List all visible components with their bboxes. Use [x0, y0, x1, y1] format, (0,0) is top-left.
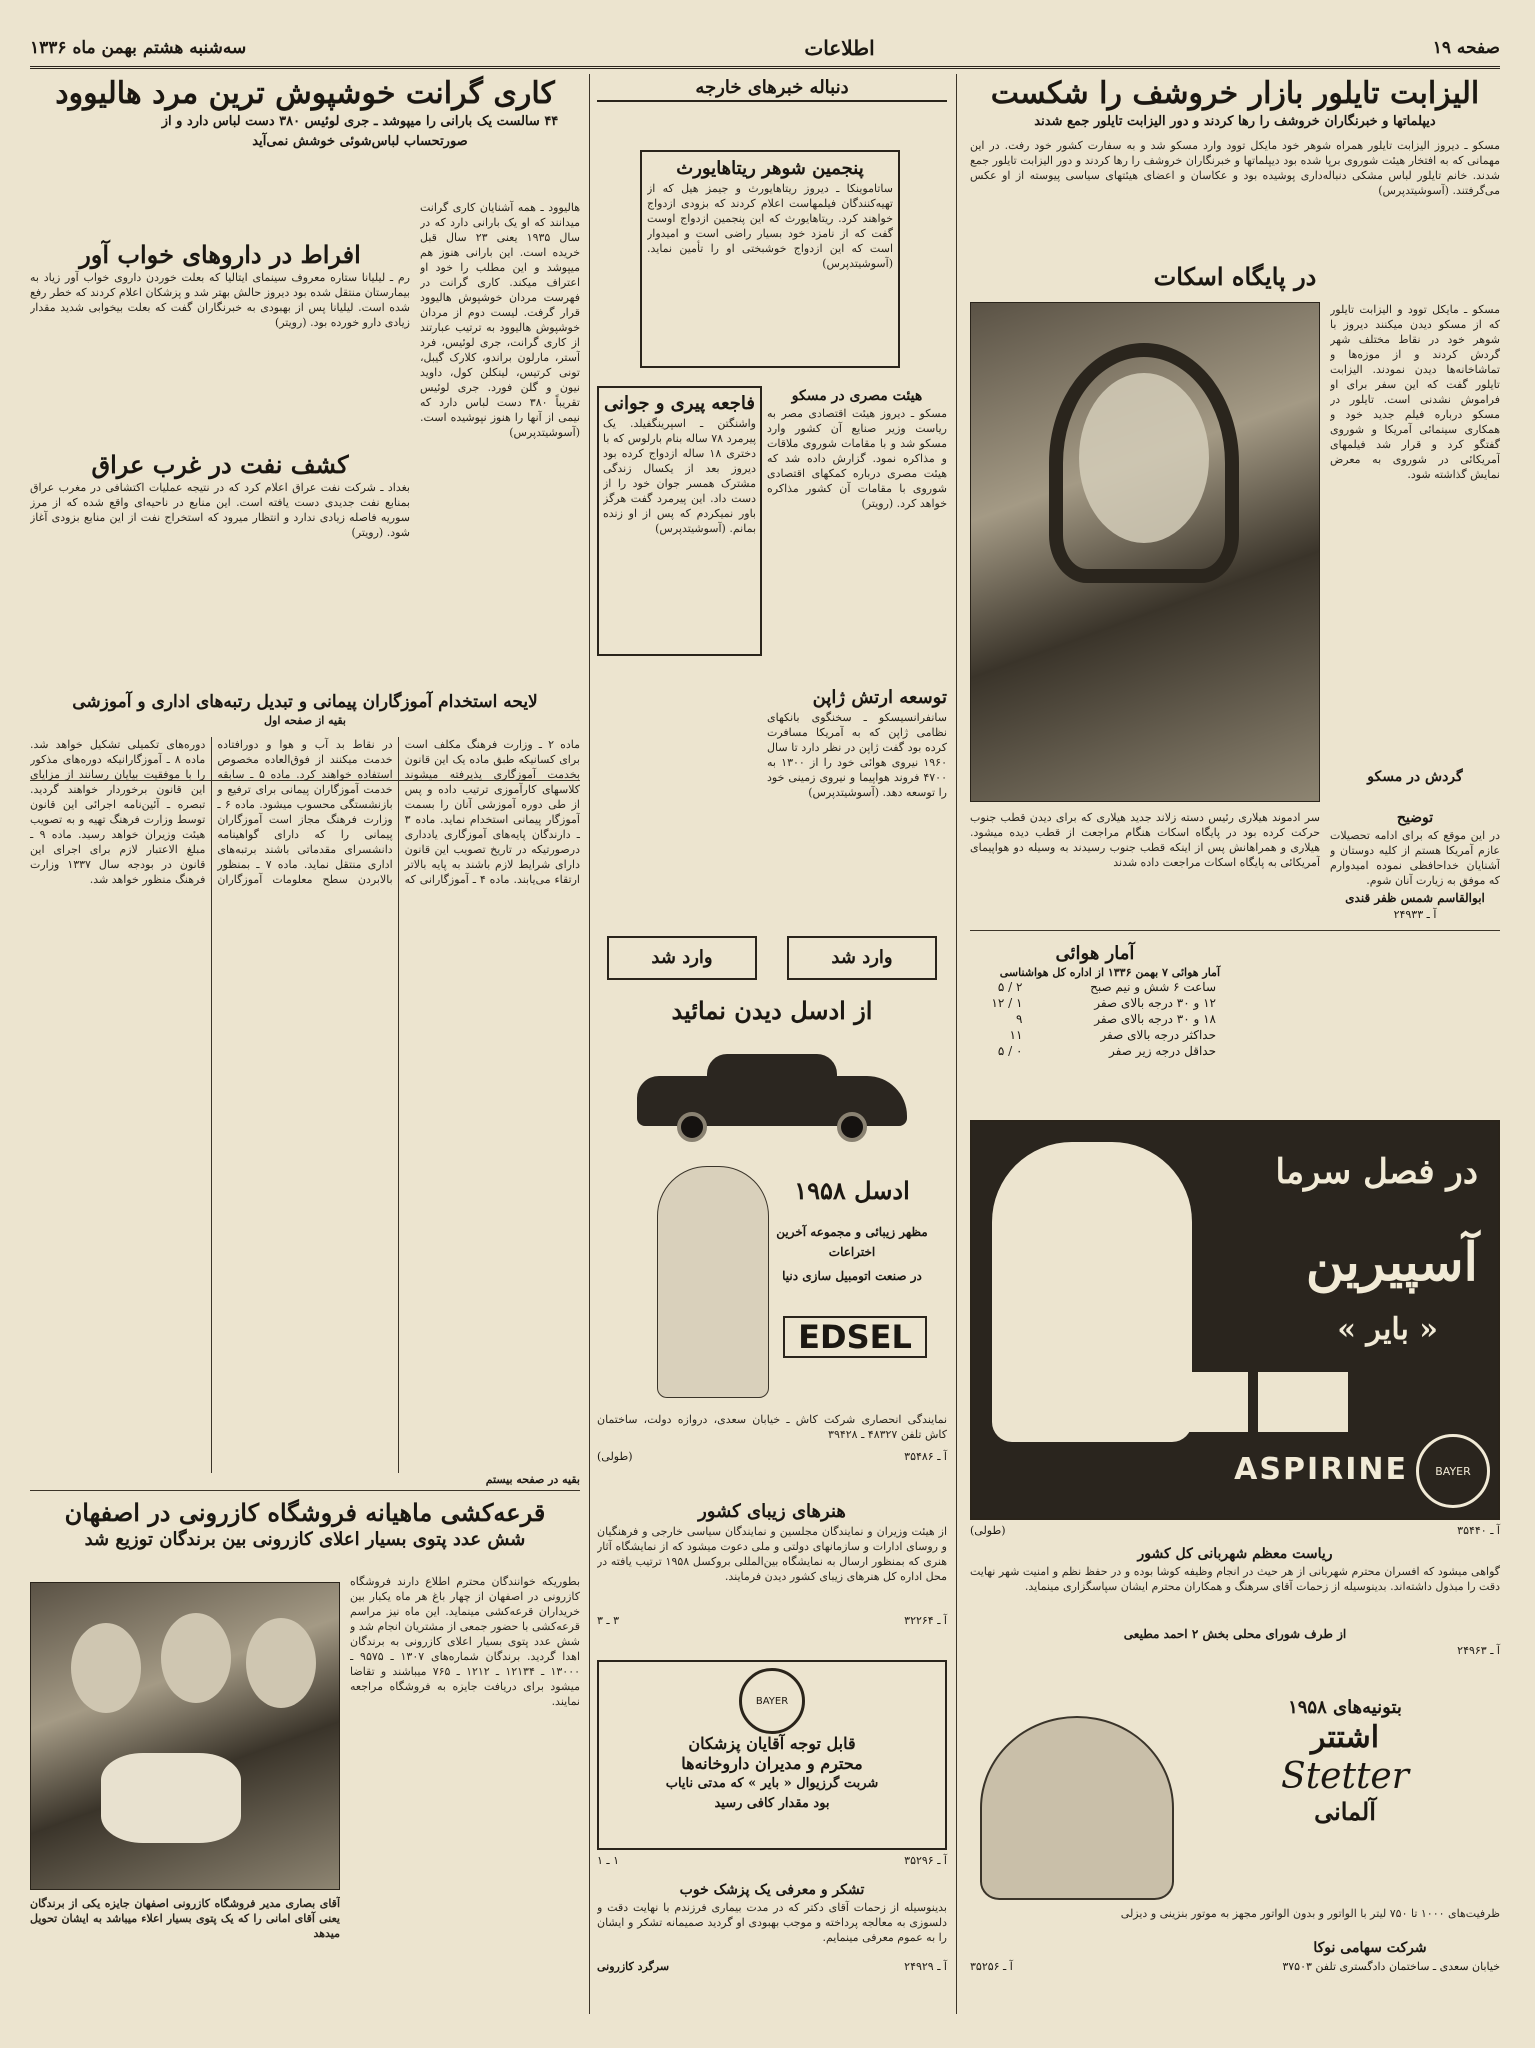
notice-name: ابوالقاسم شمس ظفر قندی [1345, 891, 1485, 905]
bayer-code-2: ۱ ـ ۱ [597, 1854, 620, 1867]
newspaper-header [30, 30, 1500, 69]
person-shape [246, 1618, 316, 1708]
aspirin-advert [970, 1120, 1500, 1520]
aspirin-brand: ASPIRINE [1234, 1452, 1408, 1487]
weather-row [970, 979, 1220, 995]
stetter-body: ظرفیت‌های ۱۰۰۰ تا ۷۵۰ لیتر با الواتور و بدون الواتور مجهز به موتور بنزینی و دیزلی [1120, 1907, 1500, 1920]
stetter-address: خیابان سعدی ـ ساختمان دادگستری تلفن ۳۷۵۰۳ [1282, 1960, 1500, 1973]
thanks-meta [597, 1960, 947, 1973]
shahrbani-notice [970, 1544, 1500, 1657]
article-subtitle: ۴۴ سالست یک بارانی را میپوشد ـ جری لوئیس ۳۸۰ دست لباس دارد و از صورتحساب لباس‌شوئی خوشش نمی‌آید [161, 114, 559, 149]
honar-codes [597, 1614, 947, 1627]
bayer-advert [597, 1660, 947, 1850]
article-title: فاجعه پیری و جوانی [604, 393, 755, 414]
bayer-logo-text: BAYER [755, 1695, 789, 1707]
weather-box [970, 942, 1500, 1112]
bayer-line-4: بود مقدار کافی رسید [714, 1796, 830, 1811]
weather-intro: آمار هوائی ۷ بهمن ۱۳۳۶ از اداره کل هواشناسی [999, 966, 1220, 979]
article-body: مسکو ـ دیروز هیئت اقتصادی مصر به ریاست وزیر صنایع آن کشور وارد مسکو شد و با مقامات شوروی ملاقات و مذاکره نمود. گزارش داده شد که هیئت مصری درباره کمکهای اقتصادی شوروی با مقامات آن کشور مذاکره خواهد کرد. (رویتر) [767, 407, 947, 510]
article-body: مسکو ـ دیروز الیزابت تایلور همراه شوهر خود مایکل توود وارد مسکو شد و به سفارت کشور خود رفت. در این مهمانی که به افتخار هیئت شوروی برپا شده بود دیپلماتها و خبرنگاران خروشف را رها کردند و دور الیزابت تایلور جمع شدند. خانم تایلور لباس مشکی دنباله‌داری پوشیده بود و عکاسان و اعضای هیئتهای سیاسی پیوسته از او عکس می‌گرفتند. (آسوشیتدپرس) [970, 139, 1500, 197]
woman-illustration [657, 1166, 769, 1398]
notice-title: توضیح [1396, 810, 1434, 826]
article-pir [597, 386, 762, 656]
car-wheel [677, 1112, 707, 1142]
thanks-code: آ ـ ۲۴۹۲۹ [904, 1960, 947, 1973]
edsel-headline: از ادسل دیدن نمائید [671, 996, 873, 1025]
article-title: قرعه‌کشی ماهیانه فروشگاه کازرونی در اصفهان [64, 1498, 546, 1527]
article-body: ساتاموینکا ـ دیروز ریتاهایورث و جیمز هیل که از تهیه‌کنندگان فیلمهاست اعلام کردند که بزودی ازدواج خواهند کرد. ریتاهایورث که این پنجمین ازدواج اوست گفت که از نامزد خود بسیار راضی است و امیدوار است که این ازدواج خوشبختی او را تأمین نماید. (آسوشیتدپرس) [647, 182, 893, 270]
honar-code-2: ۳ ـ ۳ [597, 1614, 620, 1627]
aspirin-code: آ ـ ۳۵۴۴۰ [1457, 1524, 1500, 1537]
kazerooni-photo [30, 1582, 340, 1890]
taylor-subhead: گردش در مسکو [1367, 769, 1463, 785]
aspirin-pack [1258, 1372, 1348, 1432]
bayer-meta [597, 1854, 947, 1867]
weather-row [970, 1011, 1220, 1027]
weather-value: ۰ / ۵ [997, 1044, 1023, 1058]
article-taylor [970, 76, 1500, 264]
article-khab [30, 240, 410, 410]
stetter-title-3: آلمانی [1314, 1797, 1376, 1826]
notice-tozih [1330, 808, 1500, 921]
article-title: در پایگاه اسکات [1153, 262, 1317, 291]
column-divider [589, 74, 590, 2014]
stetter-text [1200, 1696, 1490, 1827]
article-title: توسعه ارتش ژاپن [812, 687, 947, 708]
article-body: هالیوود ـ همه آشنایان کاری گرانت میدانند که او یک بارانی دارد که در سال ۱۹۳۵ یعنی ۲۳ سال قبل خریده است. این بارانی هنوز هم میپوشد و این مطلب را خود او اعتراف میکند. کاری گرانت در فهرست مردان خوشپوش هالیوود قرار گرفت. لیست دوم از مردان خوشپوش هالیوود به ترتیب عبارتند از کاری گرانت، جری لوئیس، فرد آستر، مارلون براندو، کلارک گیبل، تونی کرتیس، لینکلن کول، داوید نیون و گلن فورد. جری لوئیس تقریباً ۳۸۰ دست لباس دارد که نیمی از آنها را هنوز نپوشیده است. (آسوشیتدپرس) [420, 201, 580, 439]
honar-code: آ ـ ۳۲۲۶۴ [904, 1614, 947, 1627]
person-shape [161, 1613, 231, 1703]
hillary-photo [970, 302, 1320, 802]
article-subtitle: شش عدد پتوی بسیار اعلای کازرونی بین برندگان توزیع شد [84, 1529, 526, 1550]
stetter-brand: Stetter [1281, 1756, 1409, 1797]
edsel-dealer: نمایندگی انحصاری شرکت کاش ـ خیابان سعدی، دروازه دولت، ساختمان کاش تلفن ۴۸۳۲۷ ـ ۳۹۴۲۸ [597, 1413, 947, 1441]
article-title: لایحه استخدام آموزگاران پیمانی و تبدیل رتبه‌های اداری و آموزشی [72, 692, 538, 712]
article-title: هیئت مصری در مسکو [791, 388, 923, 404]
car-roof [707, 1054, 837, 1090]
bayer-line-1: قابل توجه آقایان پزشکان [688, 1734, 856, 1753]
weather-title: آمار هوائی [1055, 943, 1135, 964]
page-number: صفحه ۱۹ [1432, 38, 1500, 58]
column-divider [956, 74, 957, 2014]
edsel-code: آ ـ ۳۵۴۸۶ [904, 1450, 947, 1463]
weather-label: حداقل درجه زیر صفر [1109, 1044, 1216, 1058]
edsel-note: (طولی) [597, 1450, 633, 1463]
aspirin-headline-2: آسپیرین [1305, 1232, 1478, 1293]
notice-body: گواهی میشود که افسران محترم شهربانی از هر حیث در انجام وظیفه کوشا بوده و در حفظ نظم و امنیت شهر نهایت دقت را مبذول داشته‌اند. بدینوسیله از زحمات آقای سرهنگ و همکاران محترم ایشان سپاسگزاری مینماید. [970, 1565, 1500, 1593]
article-honar [597, 1500, 947, 1627]
article-education-bill [30, 690, 580, 1486]
article-title: افراط در داروهای خواب آور [79, 240, 361, 269]
article-continued-to: بقیه در صفحه بیستم [485, 1473, 580, 1486]
article-body: بطوریکه خوانندگان محترم اطلاع دارند فروشگاه کازرونی در اصفهان از چهار باغ هر ماه یکبار بین خریداران قرعه‌کشی مینماید. این ماه نیز مراسم قرعه‌کشی با حضور جمعی از مشتریان انجام شد و شش عدد پتوی بسیار اعلای کازرونی به برندگان اهدا گردید. برندگان شماره‌های ۱۳۰۷ ـ ۹۵۷۵ ـ ۱۳۰۰۰ ـ ۱۲۱۳۴ ـ ۱۲۱۲ ـ ۷۶۵ میباشند و تقاضا میشود برای دریافت جایزه به فروشگاه مراجعه نمایند. [350, 1575, 580, 1708]
mixer-illustration [980, 1716, 1174, 1900]
notice-sign: از طرف شورای محلی بخش ۲ احمد مطیعی [1123, 1627, 1347, 1641]
weather-value: ۱ / ۱۲ [991, 996, 1023, 1010]
weather-value: ۲ / ۵ [997, 980, 1023, 994]
section-divider [970, 930, 1500, 931]
car-wheel [837, 1112, 867, 1142]
bayer-line-2: محترم و مدیران داروخانه‌ها [681, 1754, 863, 1773]
notice-title: تشکر و معرفی یک پزشک خوب [679, 1882, 865, 1898]
aspirin-headline-1: در فصل سرما [1275, 1152, 1478, 1192]
weather-value: ۱۱ [1009, 1028, 1023, 1042]
weather-row [970, 1043, 1220, 1059]
hood-shape [1049, 343, 1239, 583]
weather-label: حداکثر درجه بالای صفر [1100, 1028, 1216, 1042]
article-body: رم ـ لیلیانا ستاره معروف سینمای ایتالیا که بعلت خوردن داروی خواب آور زیاد به بیمارستان منتقل شده بود دیروز حالش بهتر شد و پزشکان اعلام کردند که خطر رفع شده است. لیلیانا پس از بهبودی به خبرنگاران گفت که بعلت بیخوابی شدید مقدار زیادی دارو خورده بود. (رویتر) [30, 271, 410, 329]
bayer-logo-icon [739, 1668, 805, 1734]
arrived-banner-2: وارد شد [607, 936, 757, 980]
article-japan [597, 686, 947, 820]
weather-row [970, 995, 1220, 1011]
edsel-slogan-1: مظهر زیبائی و مجموعه آخرین اختراعات [776, 1225, 928, 1259]
bayer-seal-text: BAYER [1435, 1464, 1471, 1478]
arrived-banner-1: وارد شد [787, 936, 937, 980]
article-rita [640, 150, 900, 368]
edsel-brand: EDSEL [783, 1316, 927, 1358]
article-title: الیزابت تایلور بازار خروشف را شکست [990, 76, 1480, 111]
weather-value: ۹ [1015, 1012, 1023, 1026]
article-subtitle: دیپلماتها و خبرنگاران خروشف را رها کردند و دور الیزابت تایلور جمع شدند [1034, 114, 1436, 129]
weather-row [970, 1027, 1220, 1043]
article-iraq [30, 450, 410, 630]
thanks-notice [597, 1880, 947, 1973]
thanks-sign: سرگرد کازرونی [597, 1960, 670, 1973]
car-illustration [637, 1046, 907, 1146]
aspirin-ad-meta [970, 1524, 1500, 1537]
weather-inner [970, 942, 1220, 1059]
photo-caption: سر ادموند هیلاری رئیس دسته زلاند جدید هیلاری که برای دیدن قطب جنوب حرکت کرده بود در پایگاه اسکات هنگام مراجعت از قطب دیده میشود. هیلاری و همراهانش پس از اینکه قطب جنوب رسیدند به وسیله دو هواپیمای آمریکائی به پایگاه اسکات مراجعت داده شدند [970, 811, 1320, 869]
issue-date: سه‌شنبه هشتم بهمن ماه ۱۳۳۶ [30, 38, 247, 58]
edsel-advert [597, 926, 947, 1486]
stetter-advert [970, 1696, 1500, 1996]
taylor-continued: مسکو ـ مایکل توود و الیزابت تایلور که از مسکو دیدن میکنند دیروز با شوهر خود در نقاط مختلف شهر گردش کردند و از موزه‌ها و تماشاخانه‌ها دیدن نمودند. الیزابت تایلور گفت که این سفر برای او فراموش نشدنی است. تایلور در مسکو درباره فیلم جدید خود و همکاری سینمائی آمریکا و شوروی گفتگو کرد و قرار شد فیلمهای آمریکائی در شوروی به معرض نمایش گذاشته شود. [1330, 303, 1500, 481]
notice-title: ریاست معظم شهربانی کل کشور [1137, 1546, 1333, 1562]
notice-body: در این موقع که برای ادامه تحصیلات عازم آمریکا هستم از کلیه دوستان و آشنایان خداحافظی نموده امیدوارم که موفق به زیارت آنان شوم. [1330, 829, 1500, 887]
article-misr [767, 386, 947, 662]
weather-label: ۱۲ و ۳۰ درجه بالای صفر [1094, 996, 1216, 1010]
article-title: کاری گرانت خوشپوش ترین مرد هالیوود [55, 76, 555, 111]
stetter-code: آ ـ ۳۵۲۵۶ [970, 1960, 1013, 1973]
masthead: اطلاعات [804, 36, 875, 60]
edsel-slogan-2: در صنعت اتومبیل سازی دنیا [782, 1269, 922, 1283]
section-title: دنباله خبرهای خارجه [597, 76, 947, 102]
article-continued-from: بقیه از صفحه اول [264, 714, 346, 727]
section-divider [30, 1490, 580, 1491]
weather-label: ۱۸ و ۳۰ درجه بالای صفر [1094, 1012, 1216, 1026]
aspirin-note: (طولی) [970, 1524, 1006, 1537]
article-body: بغداد ـ شرکت نفت عراق اعلام کرد که در نتیجه عملیات اکتشافی در مغرب عراق بمنابع نفت جدیدی دست یافته است. این منابع در ناحیه‌ای واقع شده که از مرز سوریه فاصله زیادی ندارد و انتظار میرود که استخراج نفت از این منابع بزودی آغاز شود. (رویتر) [30, 481, 410, 539]
edsel-model: ادسل ۱۹۵۸ [794, 1176, 910, 1205]
bayer-line-3: شربت گرزیوال « بایر » که مدتی نایاب [665, 1776, 879, 1791]
notice-body: بدینوسیله از زحمات آقای دکتر که در مدت بیماری فرزندم با نهایت دقت و دلسوزی به معالجه پرداخته و موجب بهبودی او گردید صمیمانه تشکر و ایشان را به عموم معرفی مینمایم. [597, 1901, 947, 1944]
article-kazerooni [30, 1498, 580, 1940]
article-body: سانفرانسیسکو ـ سخنگوی بانکهای نظامی ژاپن که به آمریکا مسافرت کرده بود گفت ژاپن در نظر دارد تا سال ۱۹۶۰ نیروی هوائی خود را از ۱۳۰۰ به ۴۷۰۰ فروند هواپیما و نیروی زمینی خود را توسعه دهد. (آسوشیتدپرس) [767, 711, 947, 799]
notice-code: آ ـ ۲۴۹۶۳ [1457, 1644, 1500, 1657]
article-title: هنرهای زیبای کشور [698, 1501, 846, 1522]
article-title: پنجمین شوهر ریتاهایورث [676, 158, 864, 179]
article-body: ماده ۲ ـ وزارت فرهنگ مکلف است برای کسانیکه طبق ماده یک این قانون بخدمت آموزگاری پذیرفته میشوند کلاسهای کارآموزی ترتیب داده و پس از طی دوره آموزشی آنان را بسمت آموزگار پیمانی استخدام نماید. ماده ۳ ـ دارندگان پایه‌های آموزگاری یادداری درصورتیکه در تاریخ تصویب این قانون دارای شرایط لازم باشند به پایه بالاتر ارتقاء می‌یابند. ماده ۴ ـ آموزگارانی که در نقاط بد آب و هوا و دورافتاده خدمت میکنند از فوق‌العاده مخصوص استفاده خواهند کرد. ماده ۵ ـ سابقه خدمت آموزگاران پیمانی برای ترفیع و بازنشستگی محسوب میشود. ماده ۶ ـ وزارت فرهنگ مجاز است آموزگاران پیمانی را که دارای گواهینامه دانشسرای مقدماتی باشند برتبه‌های اداری منتقل نماید. ماده ۷ ـ بمنظور بالابردن سطح معلومات آموزگاران دوره‌های تکمیلی تشکیل خواهد شد. ماده ۸ ـ آموزگارانیکه دوره‌های مذکور را با موفقیت بپایان رسانند از مزایای این قانون برخوردار خواهند گردید. تبصره ـ آئین‌نامه اجرائی این قانون توسط وزارت فرهنگ تهیه و به تصویب هیئت وزیران خواهد رسید. ماده ۹ ـ مبلغ الاعتبار لازم برای اجرای این قانون در بودجه سال ۱۳۳۷ وزارت فرهنگ منظور خواهد شد. [30, 738, 580, 886]
bayer-cross-icon [1416, 1434, 1490, 1508]
article-title: کشف نفت در غرب عراق [91, 450, 349, 479]
person-shape [71, 1623, 141, 1713]
stetter-title-2: اشتتر [1310, 1720, 1380, 1755]
notice-code: آ ـ ۲۴۹۳۳ [1393, 908, 1437, 921]
blanket-shape [101, 1753, 241, 1843]
article-body: واشنگتن ـ اسپرینگفیلد. یک پیرمرد ۷۸ ساله بنام بارلوس که با دختری ۱۸ ساله ازدواج کرده بود دیروز بعد از یکسال زندگی مشترک همسر جوان خود را از دست داد. این پیرمرد گفت هرگز باور نمیکردم که پس از او زنده بمانم. (آسوشیتدپرس) [603, 417, 756, 535]
weather-label: ساعت ۶ شش و نیم صبح [1090, 980, 1216, 994]
photo-caption: آقای بصاری مدیر فروشگاه کازرونی اصفهان جایزه یکی از برندگان یعنی آقای امانی را که یک پتوی بسیار اعلاء میباشد به ایشان تحویل میدهد [30, 1897, 340, 1940]
stetter-title-1: بتونیه‌های ۱۹۵۸ [1288, 1697, 1402, 1718]
aspirin-headline-3: « بایر » [1337, 1312, 1438, 1347]
weather-table [970, 979, 1220, 1059]
article-body: از هیئت وزیران و نمایندگان مجلسین و نمایندگان سیاسی خارجی و فرهنگیان و روسای ادارات و سازمانهای دولتی و ملی دعوت میشود که از نمایشگاه آثار هنری که بمنظور ارسال به نمایشگاه بین‌المللی بروکسل ۱۹۵۸ ترتیب یافته در محل اداره کل هنرهای زیبای کشور دیدن فرمایند. [597, 1525, 947, 1583]
stetter-agent: شرکت سهامی نوکا [1313, 1940, 1427, 1956]
aspirin-pack [1158, 1372, 1248, 1432]
bayer-code: آ ـ ۳۵۲۹۶ [904, 1854, 947, 1867]
